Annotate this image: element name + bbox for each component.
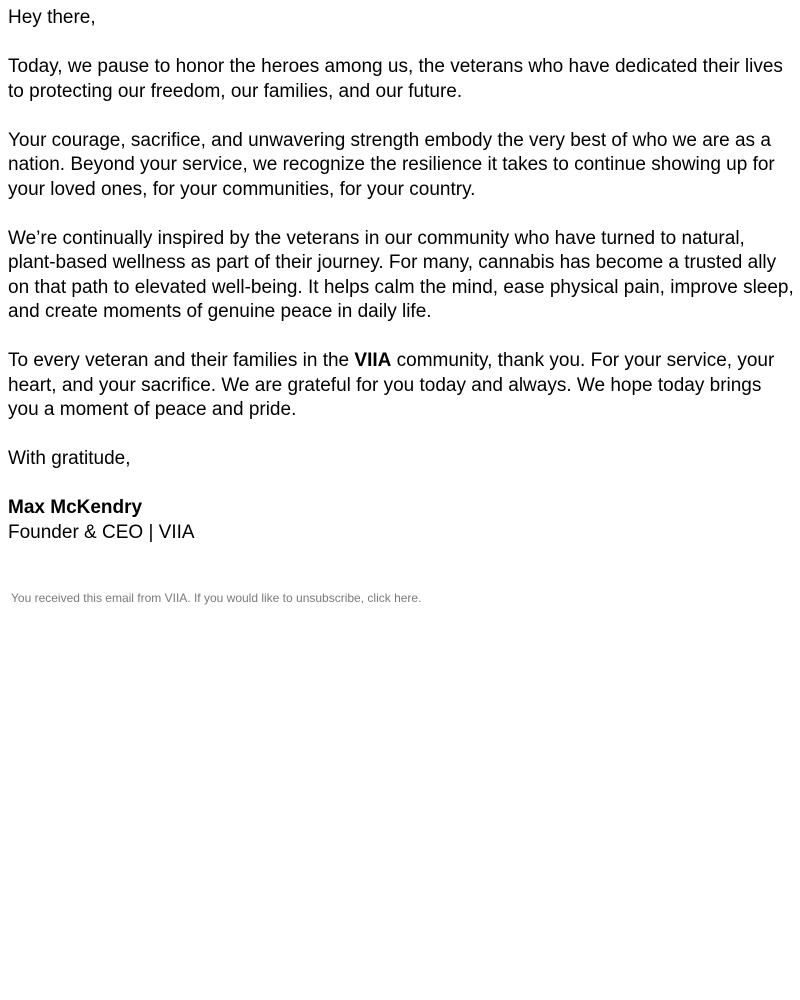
signature-title: Founder & CEO | VIIA xyxy=(8,521,195,543)
email-footer xyxy=(11,591,421,606)
closing: With gratitude, xyxy=(8,448,131,469)
email-content xyxy=(8,6,794,545)
paragraph-thanks-end: community, thank you. For your service, your heart, and your sacrifice. We are grateful for you today and always. We hope today brings you a moment of peace and pride. xyxy=(8,350,775,420)
brand-name: VIIA xyxy=(354,350,392,371)
footer-text: You received this email from VIIA. If you would like to unsubscribe, xyxy=(11,591,368,605)
greeting: Hey there, xyxy=(8,7,96,28)
unsubscribe-link[interactable]: click here xyxy=(367,591,419,605)
paragraph-honor: Today, we pause to honor the heroes among us, the veterans who have dedicated their lives to protecting our freedom, our families, and our future. xyxy=(8,56,783,102)
paragraph-thanks xyxy=(8,349,794,423)
footer-period: . xyxy=(418,591,422,605)
paragraph-wellness: We’re continually inspired by the veterans in our community who have turned to natural, plant-based wellness as part of their journey. For many, cannabis has become a trusted ally on that path to elevated well-being. It helps calm the mind, ease physical pain, improve sleep, and create moments of genuine peace in daily life. xyxy=(8,227,794,322)
paragraph-thanks-start: To every veteran and their families in the xyxy=(8,350,355,371)
paragraph-courage: Your courage, sacrifice, and unwavering strength embody the very best of who we are as a nation. Beyond your service, we recognize the resilience it takes to continue showing up for your loved ones, for your communities, for your country. xyxy=(8,129,775,200)
signature-name: Max McKendry xyxy=(8,497,143,518)
